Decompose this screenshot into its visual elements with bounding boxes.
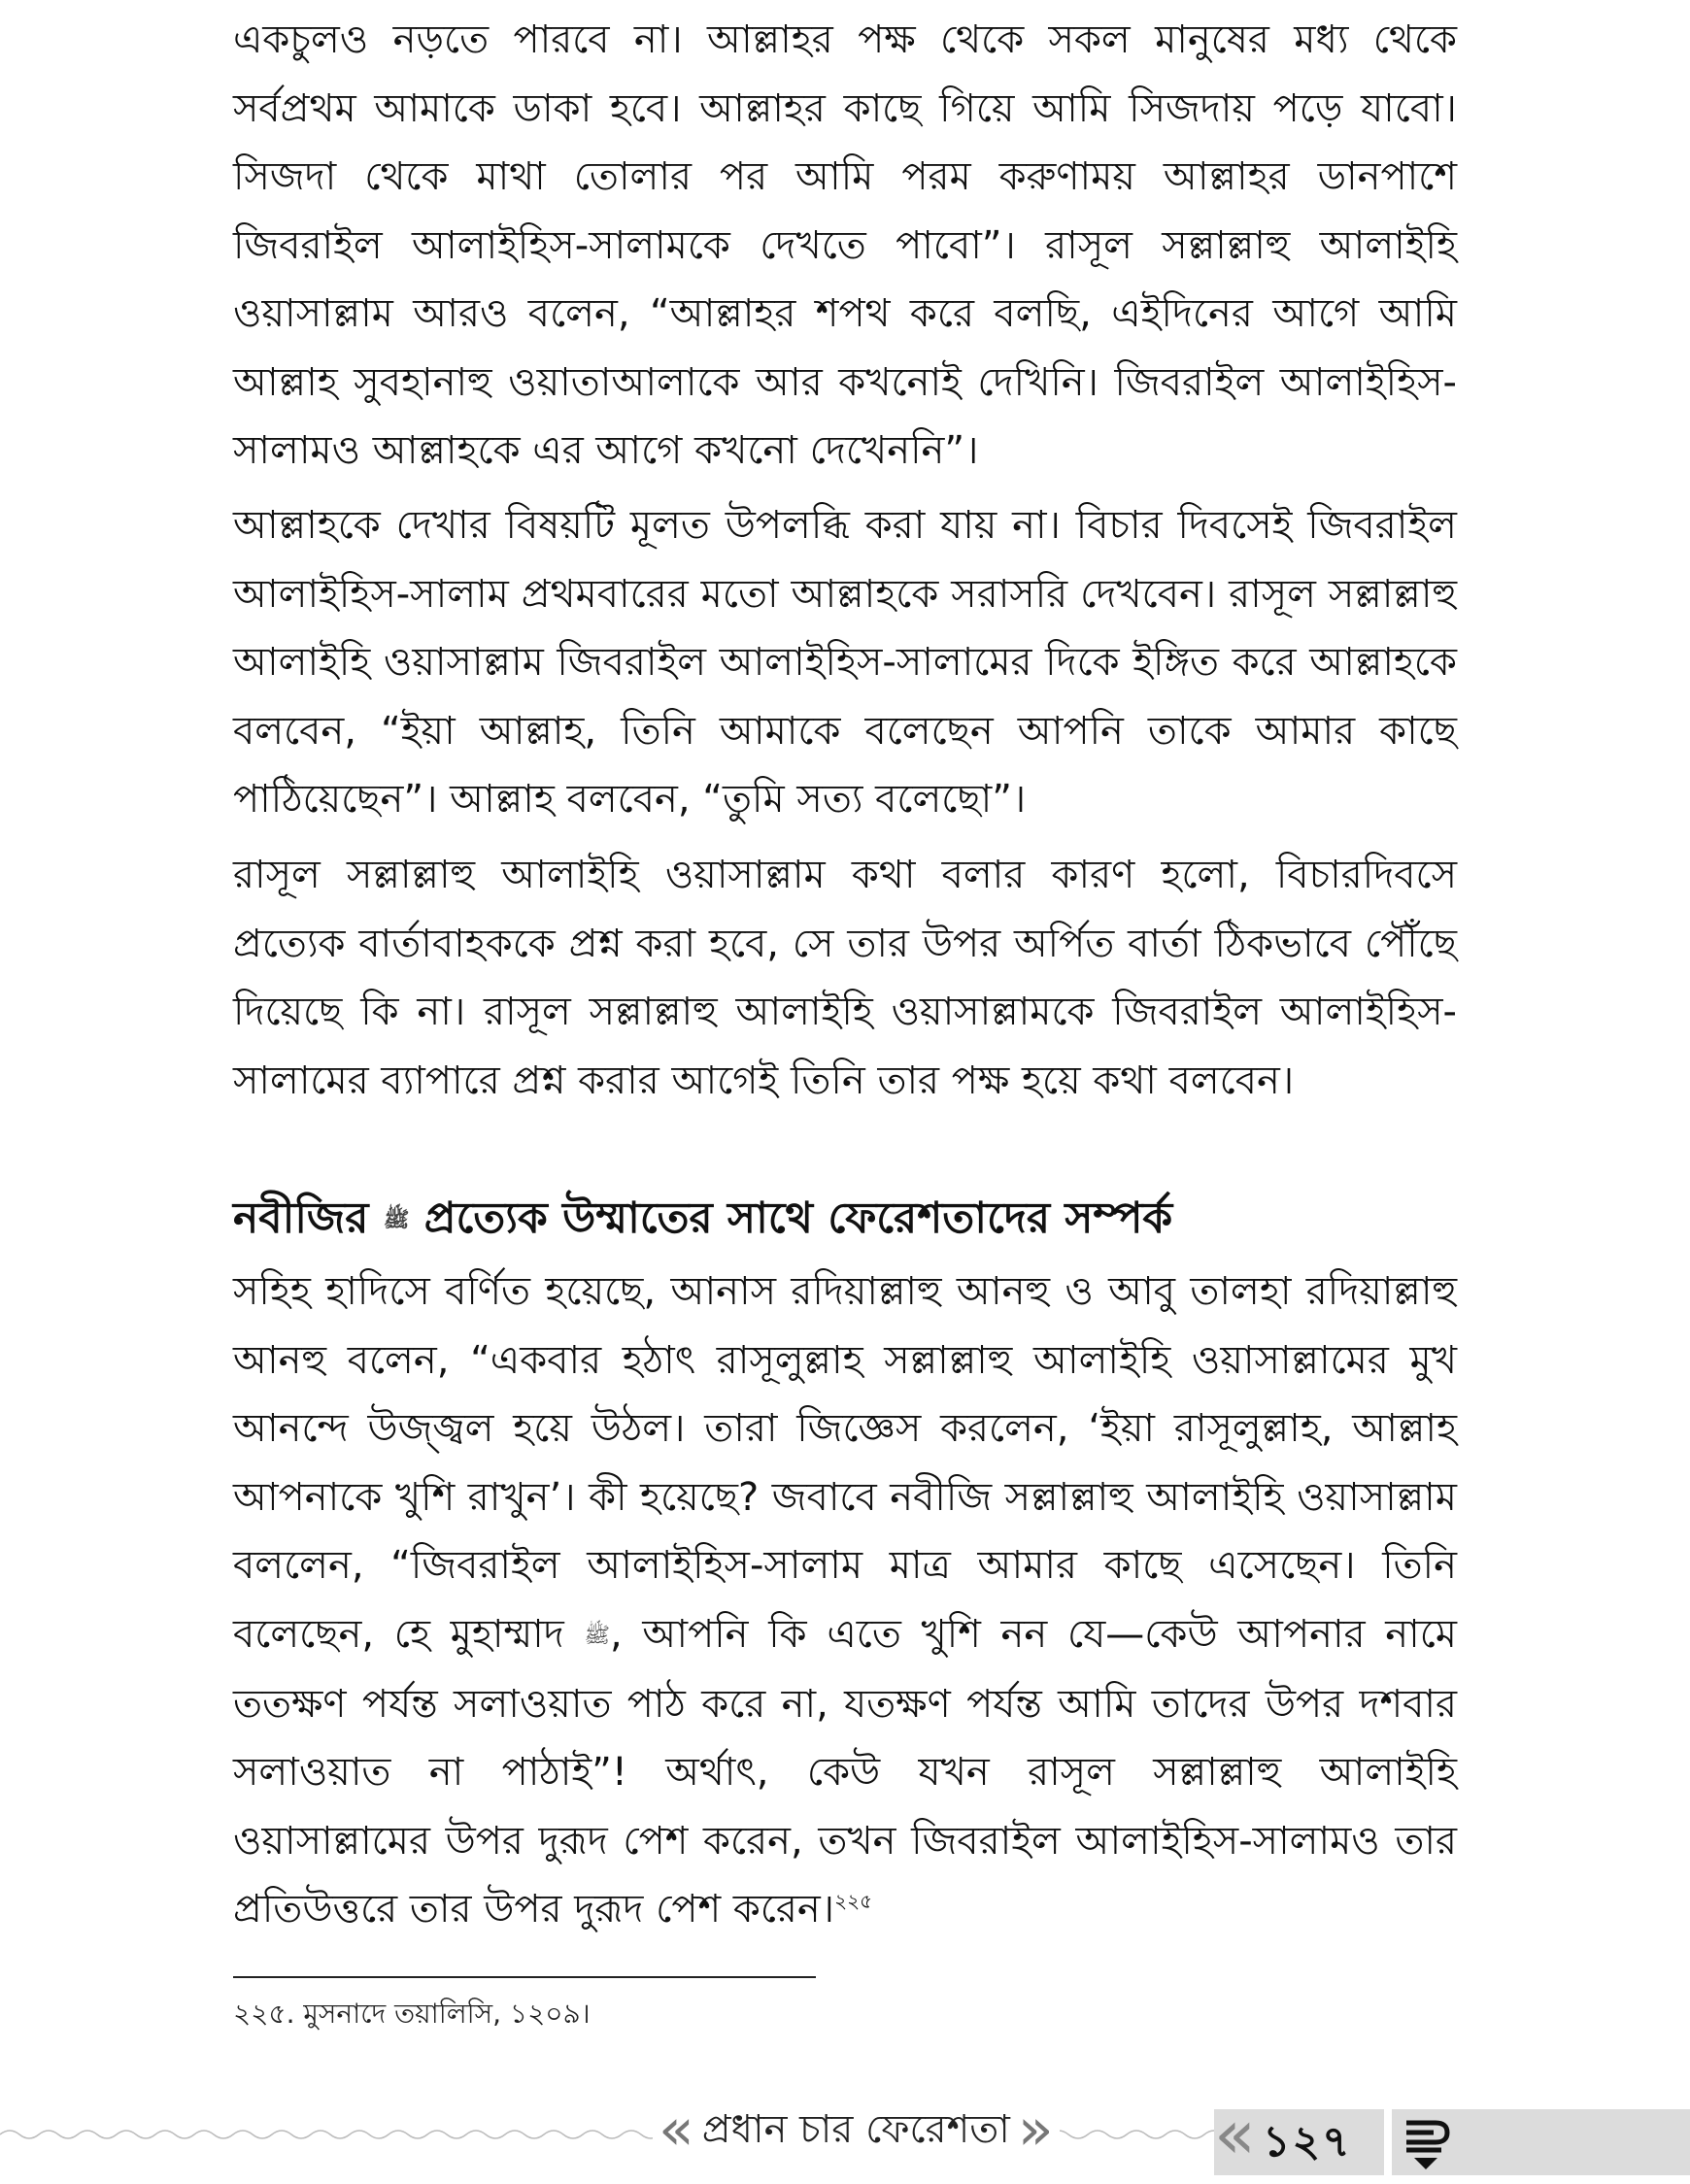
salawat-glyph-inline: ﷺ <box>584 1623 611 1648</box>
double-chevron-left-icon: « <box>659 2096 694 2164</box>
paragraph-2: আল্লাহকে দেখার বিষয়টি মূলত উপলব্ধি করা যায় না। বিচার দিবসেই জিবরাইল আলাইহিস-সালাম প্রথমবারের মতো আল্লাহকে সরাসরি দেখবেন। রাসূল সল্লাল্লাহু আলাইহি ওয়াসাল্লাম জিবরাইল আলাইহিস-সালামের দিকে ইঙ্গিত করে আল্লাহকে বলবেন, “ইয়া আল্লাহ, তিনি আমাকে বলেছেন আপনি তাকে আমার কাছে পাঠিয়েছেন”। আল্লাহ বলবেন, “তুমি সত্য বলেছো”। <box>233 503 1457 822</box>
page-divider <box>1384 2109 1392 2175</box>
double-chevron-left-icon: « <box>1214 2095 1256 2174</box>
book-title-text: প্রধান চার ফেরেশতা <box>701 2107 1010 2152</box>
paragraph-4-part-b: , আপনি কি এতে খুশি নন যে—কেউ আপনার নামে ততক্ষণ পর্যন্ত সলাওয়াত পাঠ করে না, যতক্ষণ পর্যন্ত আমি তাদের উপর দশবার সলাওয়াত না পাঠাই”! অর্থাৎ, কেউ যখন রাসূল সল্লাল্লাহু আলাইহি ওয়াসাল্লামের উপর দুরূদ পেশ করেন, তখন জিবরাইল আলাইহিস-সালামও তার প্রতিউত্তরে তার উপর দুরূদ পেশ করেন। <box>233 1611 1457 1932</box>
footnote-reference[interactable]: ২২৫ <box>834 1889 873 1913</box>
section-heading <box>233 1185 1457 1255</box>
footer-book-title <box>653 2096 1060 2164</box>
heading-pre: নবীজির <box>233 1193 369 1243</box>
paragraph-4-part-a: সহিহ হাদিসে বর্ণিত হয়েছে, আনাস রদিয়াল্লাহু আনহু ও আবু তালহা রদিয়াল্লাহু আনহু বলেন, “একবার হঠাৎ রাসূলুল্লাহ সল্লাল্লাহু আলাইহি ওয়াসাল্লামের মুখ আনন্দে উজ্জ্বল হয়ে উঠল। তারা জিজ্ঞেস করলেন, ‘ইয়া রাসূলুল্লাহ, আল্লাহ আপনাকে খুশি রাখুন’। কী হয়েছে? জবাবে নবীজি সল্লাল্লাহু আলাইহি ওয়াসাল্লাম বললেন, “জিবরাইল আলাইহিস-সালাম মাত্র আমার কাছে এসেছেন। তিনি বলেছেন, হে মুহাম্মাদ <box>233 1269 1457 1657</box>
footnote-divider <box>233 1976 816 1978</box>
heading-post: প্রত্যেক উম্মাতের সাথে ফেরেশতাদের সম্পর্ক <box>423 1193 1173 1243</box>
paragraph-3: রাসূল সল্লাল্লাহু আলাইহি ওয়াসাল্লাম কথা বলার কারণ হলো, বিচারদিবসে প্রত্যেক বার্তাবাহককে প্রশ্ন করা হবে, সে তার উপর অর্পিত বার্তা ঠিকভাবে পৌঁছে দিয়েছে কি না। রাসূল সল্লাল্লাহু আলাইহি ওয়াসাল্লামকে জিবরাইল আলাইহিস-সালামের ব্যাপারে প্রশ্ন করার আগেই তিনি তার পক্ষ হয়ে কথা বলবেন। <box>233 853 1457 1103</box>
salawat-glyph: ﷺ <box>383 1208 410 1232</box>
page-number: ১২৭ <box>1263 2117 1352 2167</box>
paragraph-4 <box>233 1258 1457 1944</box>
publisher-logo-icon <box>1399 2109 1457 2175</box>
double-chevron-right-icon: » <box>1017 2096 1054 2164</box>
footnote-text: ২২৫. মুসনাদে তয়ালিসি, ১২০৯। <box>233 1998 591 2030</box>
paragraph-1: একচুলও নড়তে পারবে না। আল্লাহর পক্ষ থেকে সকল মানুষের মধ্য থেকে সর্বপ্রথম আমাকে ডাকা হবে। আল্লাহর কাছে গিয়ে আমি সিজদায় পড়ে যাবো। সিজদা থেকে মাথা তোলার পর আমি পরম করুণাময় আল্লাহর ডানপাশে জিবরাইল আলাইহিস-সালামকে দেখতে পাবো”। রাসূল সল্লাল্লাহু আলাইহি ওয়াসাল্লাম আরও বলেন, “আল্লাহর শপথ করে বলছি, এইদিনের আগে আমি আল্লাহ সুবহানাহু ওয়াতাআলাকে আর কখনোই দেখিনি। জিবরাইল আলাইহিস-সালামও আল্লাহকে এর আগে কখনো দেখেননি”। <box>233 17 1457 473</box>
